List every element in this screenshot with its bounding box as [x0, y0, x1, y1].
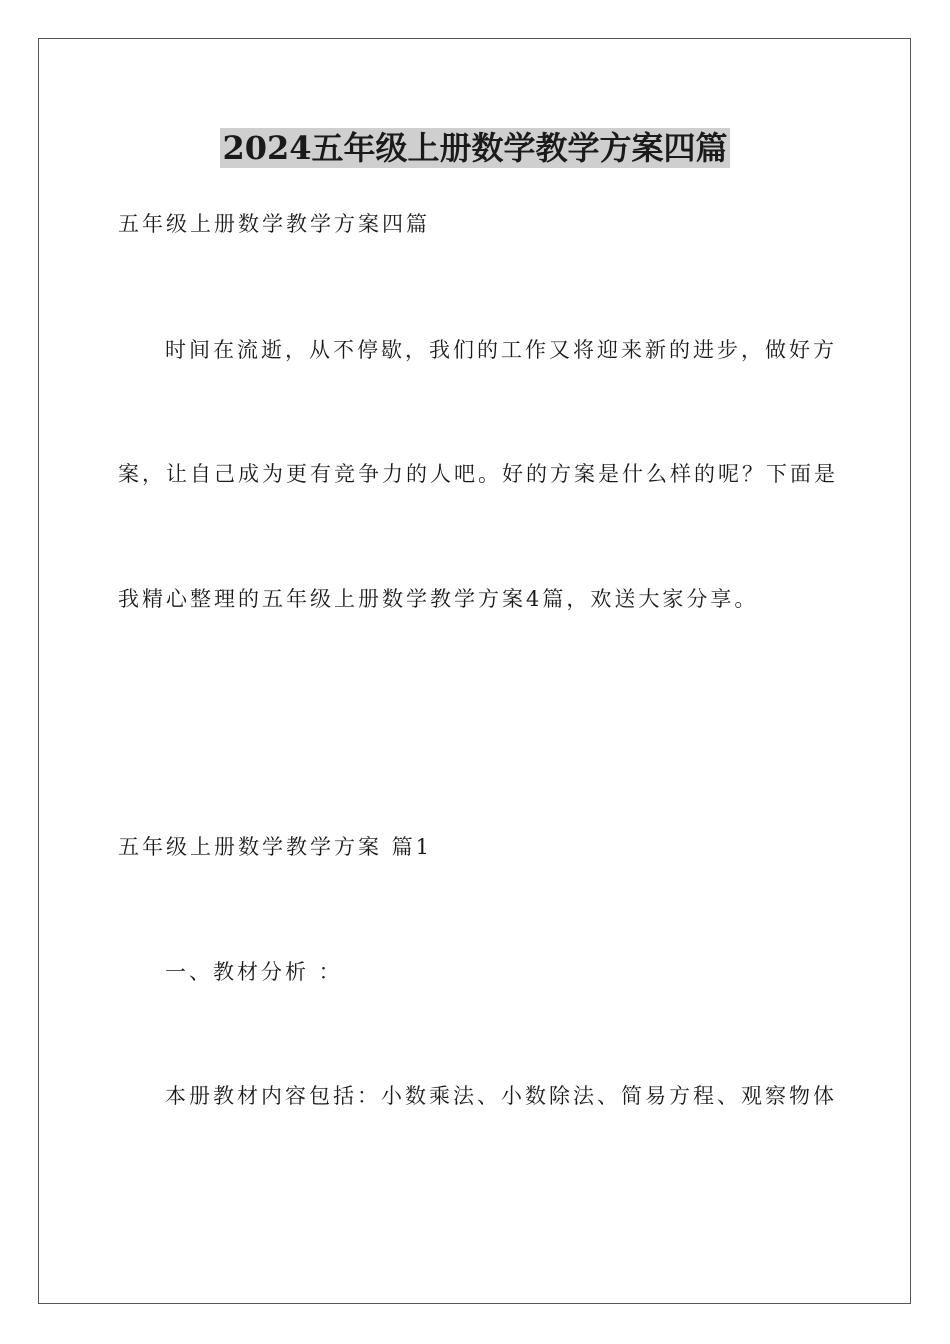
intro-line-3: 我精心整理的五年级上册数学教学方案4篇，欢送大家分享。	[118, 587, 759, 611]
intro-line-1: 时间在流逝，从不停歇，我们的工作又将迎来新的进步，做好方	[165, 338, 837, 362]
section-heading: 五年级上册数学教学方案 篇1	[118, 835, 433, 859]
document-title: 2024五年级上册数学教学方案四篇	[222, 129, 728, 167]
document-subtitle: 五年级上册数学教学方案四篇	[118, 212, 430, 236]
intro-line-2: 案，让自己成为更有竞争力的人吧。好的方案是什么样的呢？下面是	[118, 462, 838, 486]
content-line: 本册教材内容包括：小数乘法、小数除法、简易方程、观察物体	[165, 1084, 837, 1108]
title-block	[0, 128, 950, 168]
part-heading: 一、教材分析 ：	[165, 960, 343, 984]
